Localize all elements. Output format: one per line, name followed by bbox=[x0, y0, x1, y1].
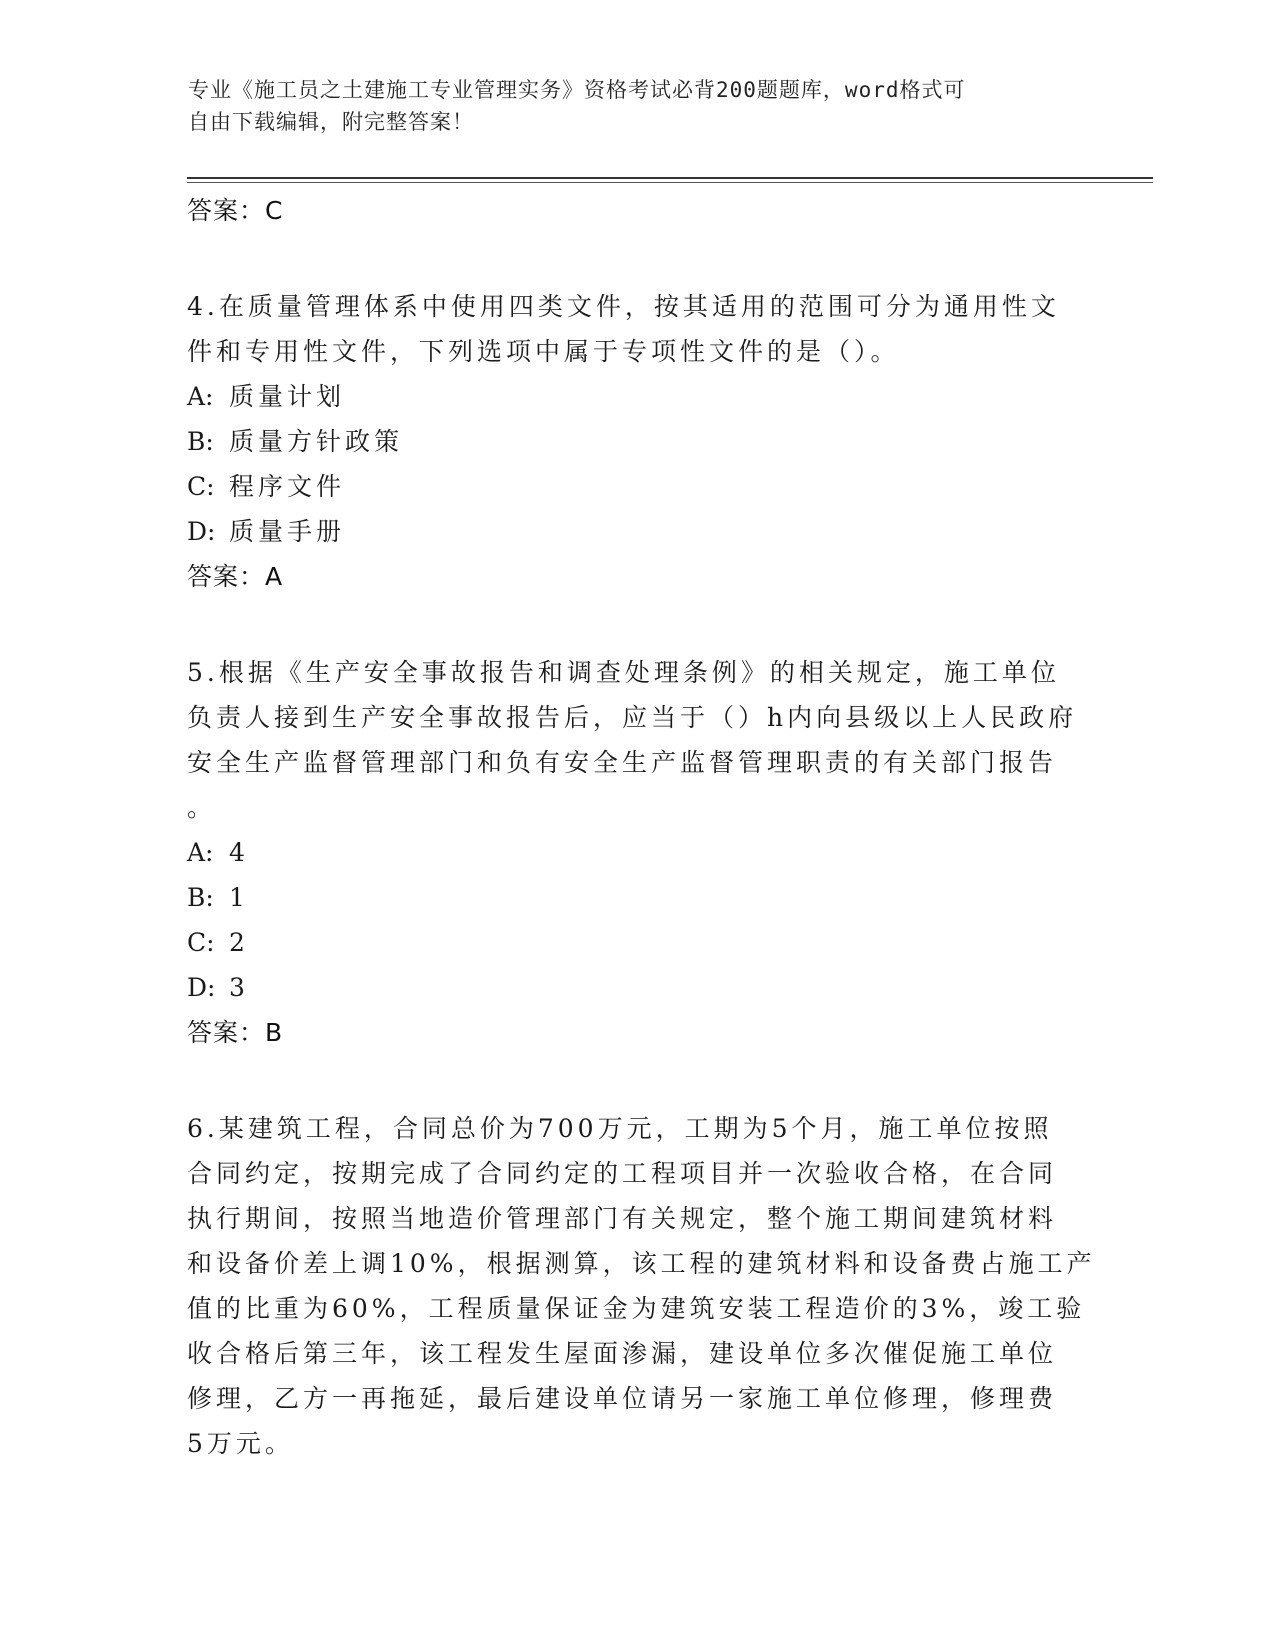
option-letter: C: bbox=[187, 472, 215, 501]
option-letter: B: bbox=[187, 427, 214, 456]
option-b bbox=[187, 875, 1087, 920]
option-d bbox=[187, 965, 1087, 1010]
option-text: 3 bbox=[229, 973, 249, 1002]
option-letter: A: bbox=[187, 382, 214, 411]
option-b bbox=[187, 419, 1087, 464]
question-text-line: 5万元。 bbox=[187, 1429, 294, 1458]
option-letter: D: bbox=[187, 517, 216, 546]
question-text-line: 收合格后第三年，该工程发生屋面渗漏，建设单位多次催促施工单位 bbox=[187, 1339, 1058, 1368]
question-text-line: 和设备价差上调10%，根据测算，该工程的建筑材料和设备费占施工产 bbox=[187, 1249, 1096, 1278]
option-text: 质量计划 bbox=[229, 382, 346, 411]
answer-line: 答案：A bbox=[187, 562, 284, 591]
question-6 bbox=[187, 1106, 1096, 1466]
question-text-line: 。 bbox=[187, 793, 217, 822]
header-divider bbox=[187, 177, 1153, 179]
option-letter: C: bbox=[187, 928, 215, 957]
option-d bbox=[187, 509, 1087, 554]
question-text-line: 安全生产监督管理部门和负有安全生产监督管理职责的有关部门报告 bbox=[187, 748, 1058, 777]
question-text-line: 值的比重为60%，工程质量保证金为建筑安装工程造价的3%，竣工验 bbox=[187, 1294, 1086, 1323]
question-text-line: 执行期间，按照当地造价管理部门有关规定，整个施工期间建筑材料 bbox=[187, 1204, 1058, 1233]
option-a bbox=[187, 374, 1087, 419]
previous-answer: 答案：C bbox=[187, 196, 284, 225]
question-text-line: 件和专用性文件，下列选项中属于专项性文件的是（）。 bbox=[187, 337, 900, 366]
option-text: 4 bbox=[229, 838, 249, 867]
option-letter: D: bbox=[187, 973, 216, 1002]
option-c bbox=[187, 920, 1087, 965]
document-body bbox=[187, 188, 1096, 1466]
option-text: 程序文件 bbox=[229, 472, 346, 501]
option-text: 1 bbox=[229, 883, 249, 912]
option-text: 质量方针政策 bbox=[229, 427, 404, 456]
question-text-line: 修理，乙方一再拖延，最后建设单位请另一家施工单位修理，修理费 bbox=[187, 1384, 1058, 1413]
header-line-2: 自由下载编辑，附完整答案！ bbox=[188, 110, 474, 134]
question-text-line: 5.根据《生产安全事故报告和调查处理条例》的相关规定，施工单位 bbox=[187, 658, 1060, 687]
question-text-line: 合同约定，按期完成了合同约定的工程项目并一次验收合格，在合同 bbox=[187, 1159, 1058, 1188]
question-text-line: 4.在质量管理体系中使用四类文件，按其适用的范围可分为通用性文 bbox=[187, 292, 1060, 321]
option-a bbox=[187, 830, 1087, 875]
header-divider-thin bbox=[187, 182, 1153, 183]
question-4 bbox=[187, 284, 1087, 600]
option-letter: A: bbox=[187, 838, 214, 867]
option-c bbox=[187, 464, 1087, 509]
answer-line: 答案：B bbox=[187, 1018, 284, 1047]
question-5 bbox=[187, 650, 1087, 1056]
page-header bbox=[188, 74, 1068, 138]
option-letter: B: bbox=[187, 883, 214, 912]
option-text: 质量手册 bbox=[229, 517, 346, 546]
option-text: 2 bbox=[229, 928, 249, 957]
question-text-line: 负责人接到生产安全事故报告后，应当于（）h内向县级以上人民政府 bbox=[187, 703, 1078, 732]
question-text-line: 6.某建筑工程，合同总价为700万元，工期为5个月，施工单位按照 bbox=[187, 1114, 1053, 1143]
header-line-1: 专业《施工员之土建施工专业管理实务》资格考试必背200题题库，word格式可 bbox=[188, 78, 966, 102]
